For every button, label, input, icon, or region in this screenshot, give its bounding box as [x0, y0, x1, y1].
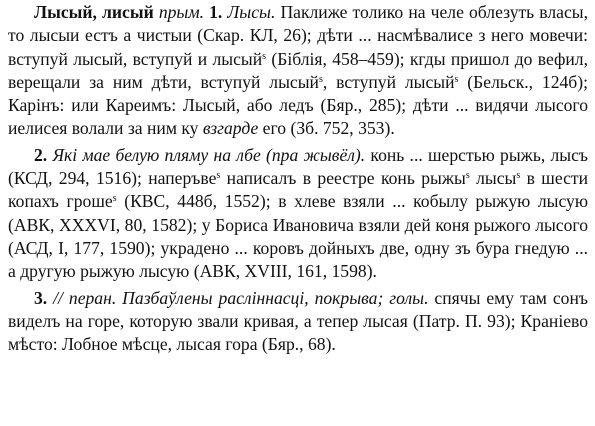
sense-2-definition: Які мае белую пляму на лбе (пра жывёл). — [52, 144, 366, 165]
sense-1-citations-c: , вступуй лысый — [322, 71, 455, 92]
sense-2-citations-b: написалъ в реестре конь рыжы — [220, 168, 466, 189]
headword: Лысый, лисый — [34, 2, 154, 22]
sense-3-citations: спячы ему там сонъ виделъ на горе, которую звали кривая, а тепер лысая (Патр. П. 93); Краніево мѣсто: Лобное мѣсце, лысая гора (Бяр., 68). — [8, 287, 588, 355]
superscript-mark: s — [516, 170, 521, 182]
sense-1-number: 1. — [209, 2, 223, 22]
superscript-mark: s — [454, 73, 459, 85]
superscript-mark: s — [112, 193, 117, 205]
sense-1-citations-d: (Бельск., 124б); Карінъ: или Кареимъ: Лысый, або ледъ (Бяр., 285); дѣти ... видячи лысого иелисея волали за ним ку — [8, 71, 588, 139]
sense-3-paragraph — [8, 287, 588, 357]
sense-2-citations-d: в шести копахъ гроше — [8, 168, 588, 212]
sense-1-citations-a: Паклиже толико на челе облезуть власы, то лысыи естъ а чистыи (Скар. КЛ, 26); дѣти ... насмѣвалисе з него мовечи: вступуй лысый, вступуй и лысый — [8, 2, 588, 69]
sense-3-definition: // перан. Пазбаўлены расліннасці, покрыва; голы. — [53, 287, 429, 308]
sense-1-emphasis: взгарде — [202, 118, 259, 139]
superscript-mark: s — [262, 50, 267, 62]
sense-2-citations-e: (КВС, 448б, 1552); в хлеве взяли ... кобылу рыжую лысую (АВК, XXXVI, 80, 1582); у Бориса Ивановича взяли дей коня рыжого лысого (АСД, I, 177, 1590); украдено ... коровъ дойныхъ две, одну зъ бура гнедую ... а другую рыжую лысую (АВК, XVIII, 161, 1598). — [8, 191, 588, 282]
sense-1-paragraph — [8, 1, 588, 141]
sense-1-citations-b: (Біблія, 458–459); кгды пришол до вефил, верещали за ним дѣти, вступуй лысый — [8, 48, 588, 92]
sense-1-definition: Лысы. — [227, 2, 276, 22]
sense-2-number: 2. — [34, 144, 48, 165]
sense-1-citations-e: его (Зб. 752, 353). — [258, 118, 395, 139]
sense-2-citations-a: конь ... шерстью рыжь, лысъ (КСД, 294, 1516); наперъве — [8, 144, 588, 189]
superscript-mark: s — [465, 170, 470, 182]
dictionary-entry — [8, 0, 588, 356]
sense-3-number: 3. — [34, 287, 48, 308]
superscript-mark: s — [318, 73, 323, 85]
sense-2-citations-c: лысы — [469, 168, 517, 189]
part-of-speech-label: прым. — [158, 2, 204, 22]
superscript-mark: s — [216, 170, 221, 182]
sense-2-paragraph — [8, 144, 588, 284]
